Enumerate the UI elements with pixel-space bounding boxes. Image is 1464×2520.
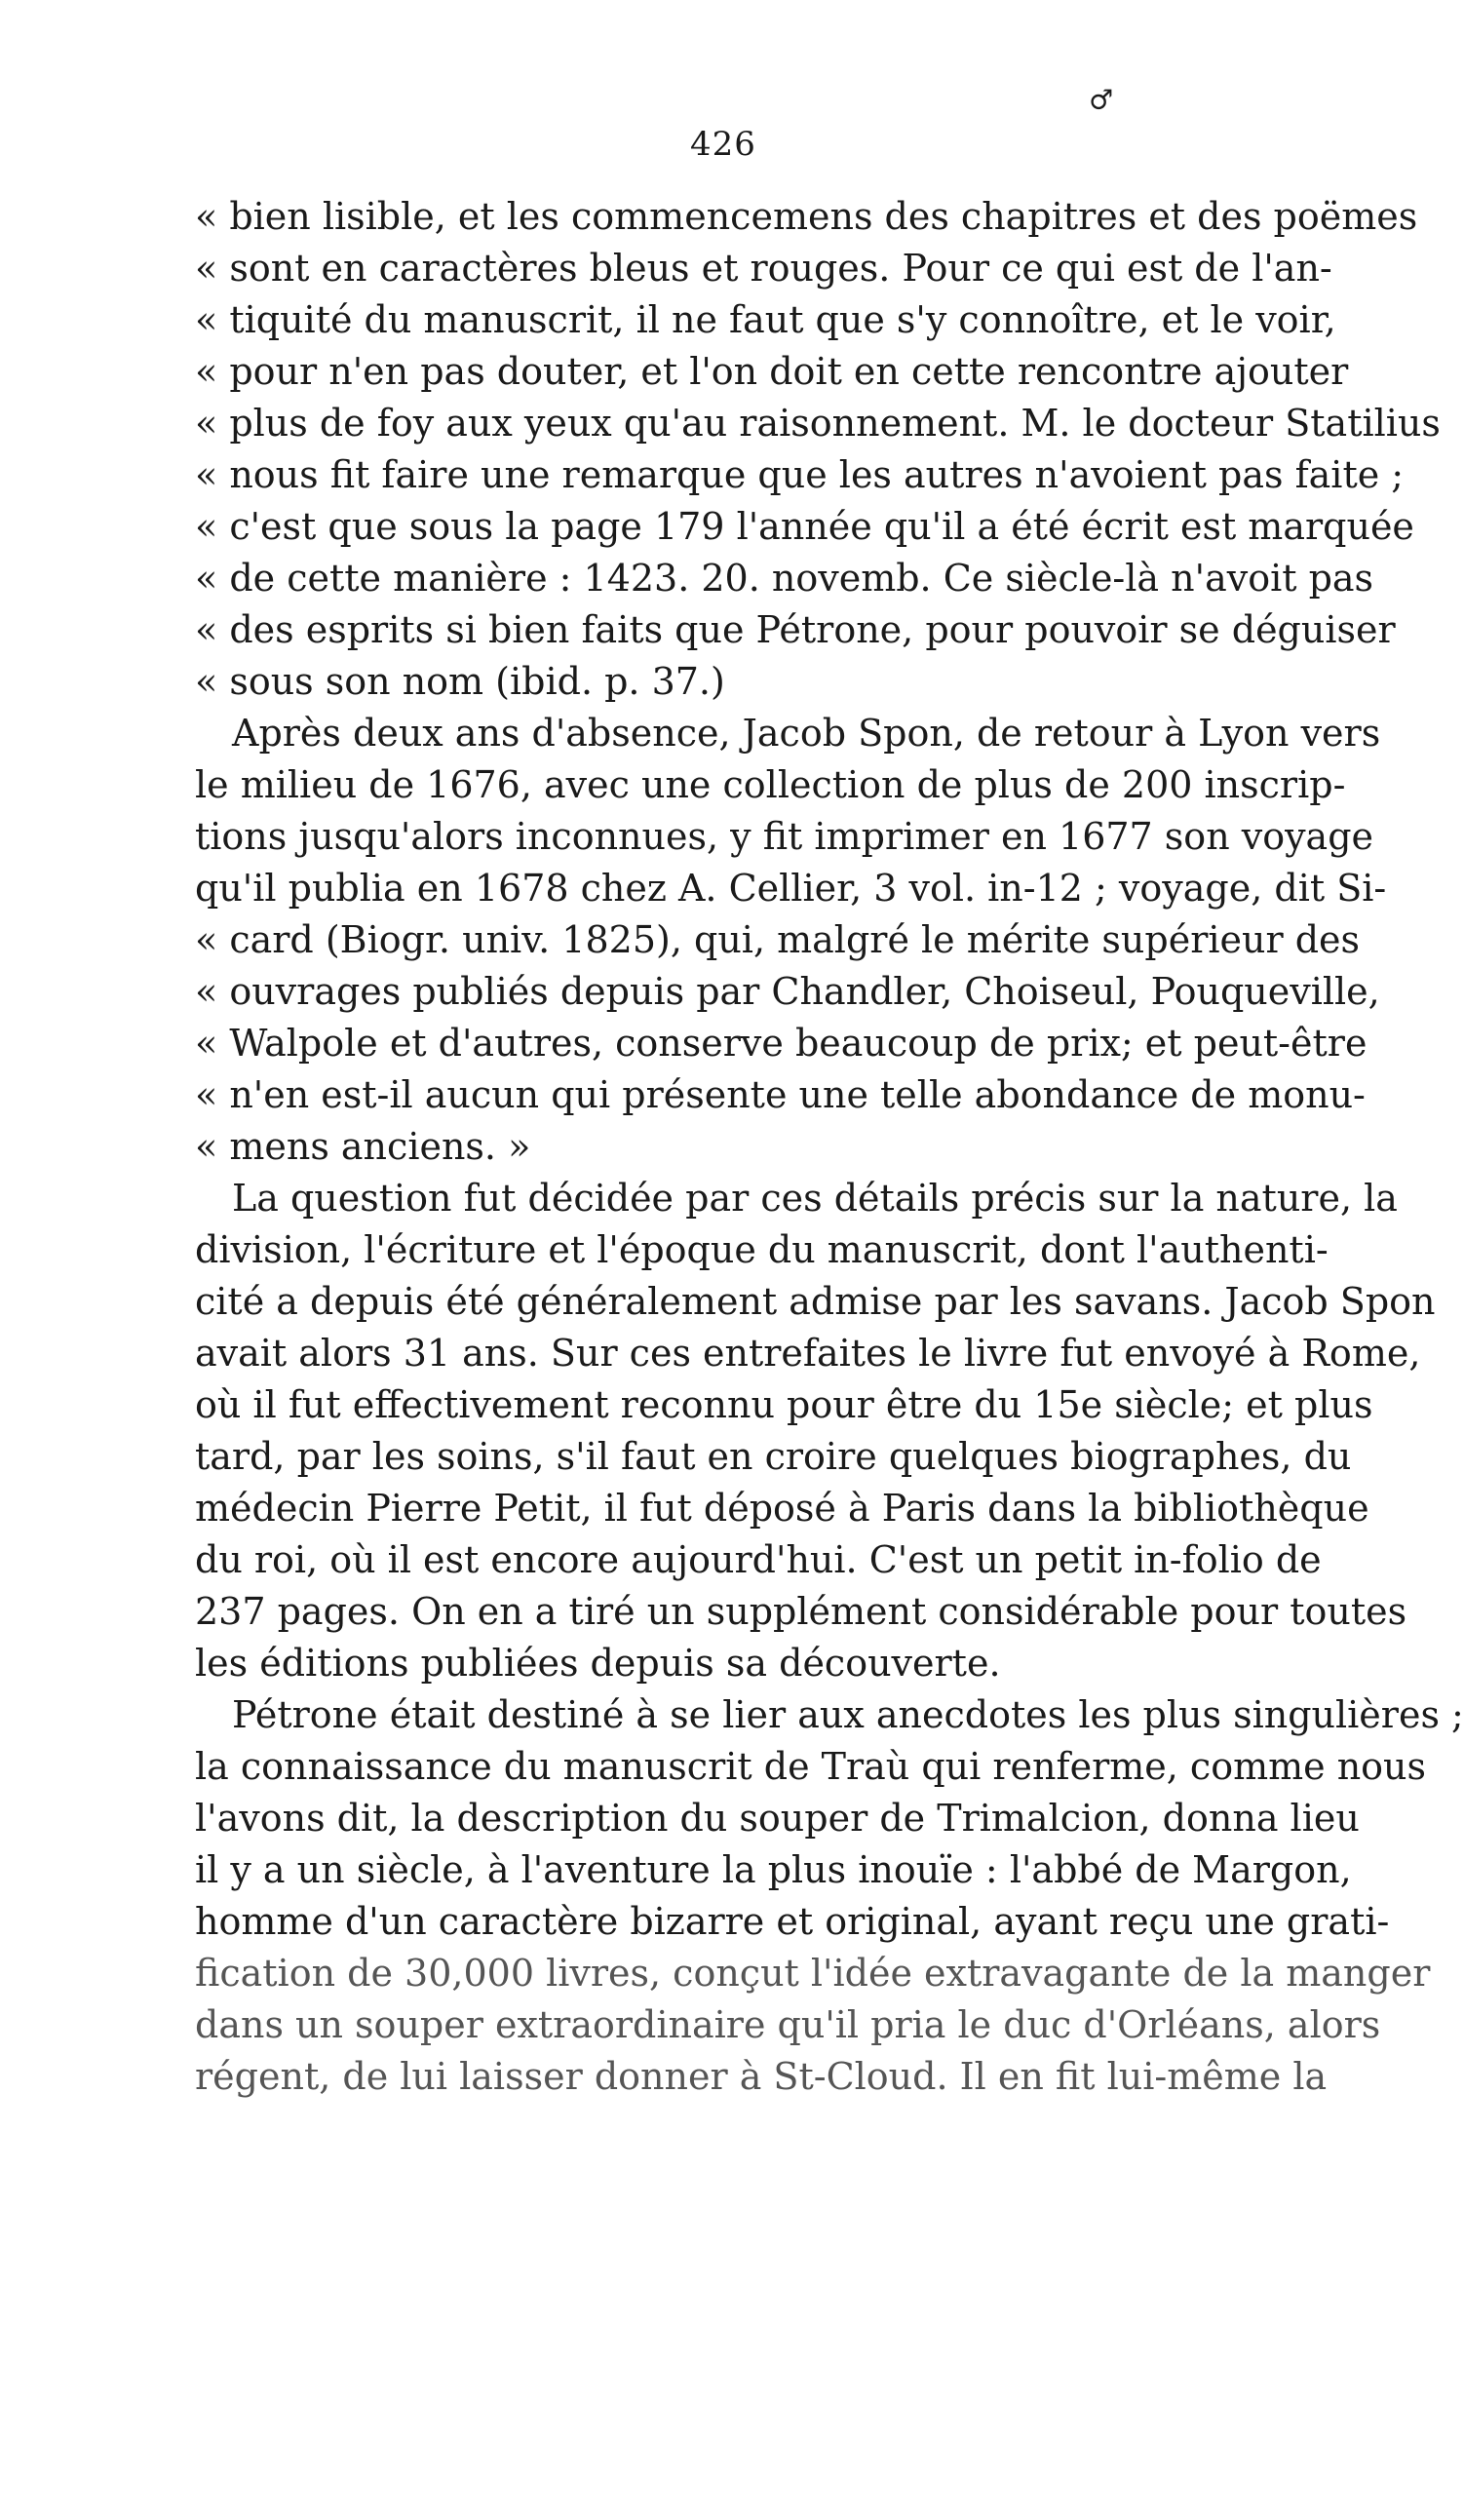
text-line-34: homme d'un caractère bizarre et original, ayant reçu une grati- bbox=[195, 1900, 1390, 1943]
text-line-2: « sont en caractères bleus et rouges. Pour ce qui est de l'an- bbox=[195, 247, 1332, 290]
text-line-26: médecin Pierre Petit, il fut déposé à Paris dans la bibliothèque bbox=[195, 1487, 1369, 1530]
text-line-22: cité a depuis été généralement admise par les savans. Jacob Spon bbox=[195, 1280, 1436, 1323]
text-line-28: 237 pages. On en a tiré un supplément considérable pour toutes bbox=[195, 1590, 1407, 1633]
text-line-17: « Walpole et d'autres, conserve beaucoup de prix; et peut-être bbox=[195, 1022, 1368, 1065]
text-line-10: « sous son nom (ibid. p. 37.) bbox=[195, 660, 725, 703]
text-line-24: où il fut effectivement reconnu pour être du 15e siècle; et plus bbox=[195, 1383, 1373, 1426]
text-line-4: « pour n'en pas douter, et l'on doit en cette rencontre ajouter bbox=[195, 350, 1349, 393]
page-number: 426 bbox=[690, 125, 756, 164]
text-line-3: « tiquité du manuscrit, il ne faut que s'y connoître, et le voir, bbox=[195, 298, 1336, 341]
text-line-19: « mens anciens. » bbox=[195, 1125, 531, 1168]
text-line-37: régent, de lui laisser donner à St-Cloud. Il en fit lui-même la bbox=[195, 2055, 1328, 2098]
text-line-14: qu'il publia en 1678 chez A. Cellier, 3 vol. in-12 ; voyage, dit Si- bbox=[195, 867, 1387, 910]
text-line-31: la connaissance du manuscrit de Traù qui renferme, comme nous bbox=[195, 1745, 1427, 1788]
text-line-25: tard, par les soins, s'il faut en croire quelques biographes, du bbox=[195, 1435, 1352, 1478]
text-line-23: avait alors 31 ans. Sur ces entrefaites le livre fut envoyé à Rome, bbox=[195, 1332, 1421, 1375]
text-line-11: Après deux ans d'absence, Jacob Spon, de retour à Lyon vers bbox=[232, 712, 1381, 755]
text-line-32: l'avons dit, la description du souper de Trimalcion, donna lieu bbox=[195, 1797, 1360, 1840]
text-line-5: « plus de foy aux yeux qu'au raisonnement. M. le docteur Statilius bbox=[195, 402, 1441, 445]
text-line-29: les éditions publiées depuis sa découverte. bbox=[195, 1642, 1001, 1685]
text-line-12: le milieu de 1676, avec une collection de plus de 200 inscrip- bbox=[195, 763, 1346, 806]
text-line-13: tions jusqu'alors inconnues, y fit imprimer en 1677 son voyage bbox=[195, 815, 1374, 858]
text-line-16: « ouvrages publiés depuis par Chandler, Choiseul, Pouqueville, bbox=[195, 970, 1380, 1013]
text-line-21: division, l'écriture et l'époque du manuscrit, dont l'authenti- bbox=[195, 1228, 1329, 1271]
text-line-18: « n'en est-il aucun qui présente une telle abondance de monu- bbox=[195, 1073, 1366, 1116]
text-line-9: « des esprits si bien faits que Pétrone, pour pouvoir se déguiser bbox=[195, 608, 1396, 651]
text-line-6: « nous fit faire une remarque que les autres n'avoient pas faite ; bbox=[195, 453, 1405, 496]
text-line-30: Pétrone était destiné à se lier aux anecdotes les plus singulières ; bbox=[232, 1693, 1464, 1736]
corner-mark-icon: ♂ bbox=[1089, 84, 1114, 116]
text-line-20: La question fut décidée par ces détails précis sur la nature, la bbox=[232, 1177, 1398, 1220]
text-line-7: « c'est que sous la page 179 l'année qu'il a été écrit est marquée bbox=[195, 505, 1414, 548]
text-line-36: dans un souper extraordinaire qu'il pria le duc d'Orléans, alors bbox=[195, 2003, 1381, 2046]
text-line-8: « de cette manière : 1423. 20. novemb. Ce siècle-là n'avoit pas bbox=[195, 557, 1374, 600]
text-line-1: « bien lisible, et les commencemens des chapitres et des poëmes bbox=[195, 195, 1418, 238]
text-line-15: « card (Biogr. univ. 1825), qui, malgré le mérite supérieur des bbox=[195, 918, 1361, 961]
text-line-33: il y a un siècle, à l'aventure la plus inouïe : l'abbé de Margon, bbox=[195, 1848, 1352, 1891]
text-line-35: fication de 30,000 livres, conçut l'idée extravagante de la manger bbox=[195, 1952, 1431, 1995]
text-line-27: du roi, où il est encore aujourd'hui. C'est un petit in-folio de bbox=[195, 1538, 1322, 1581]
